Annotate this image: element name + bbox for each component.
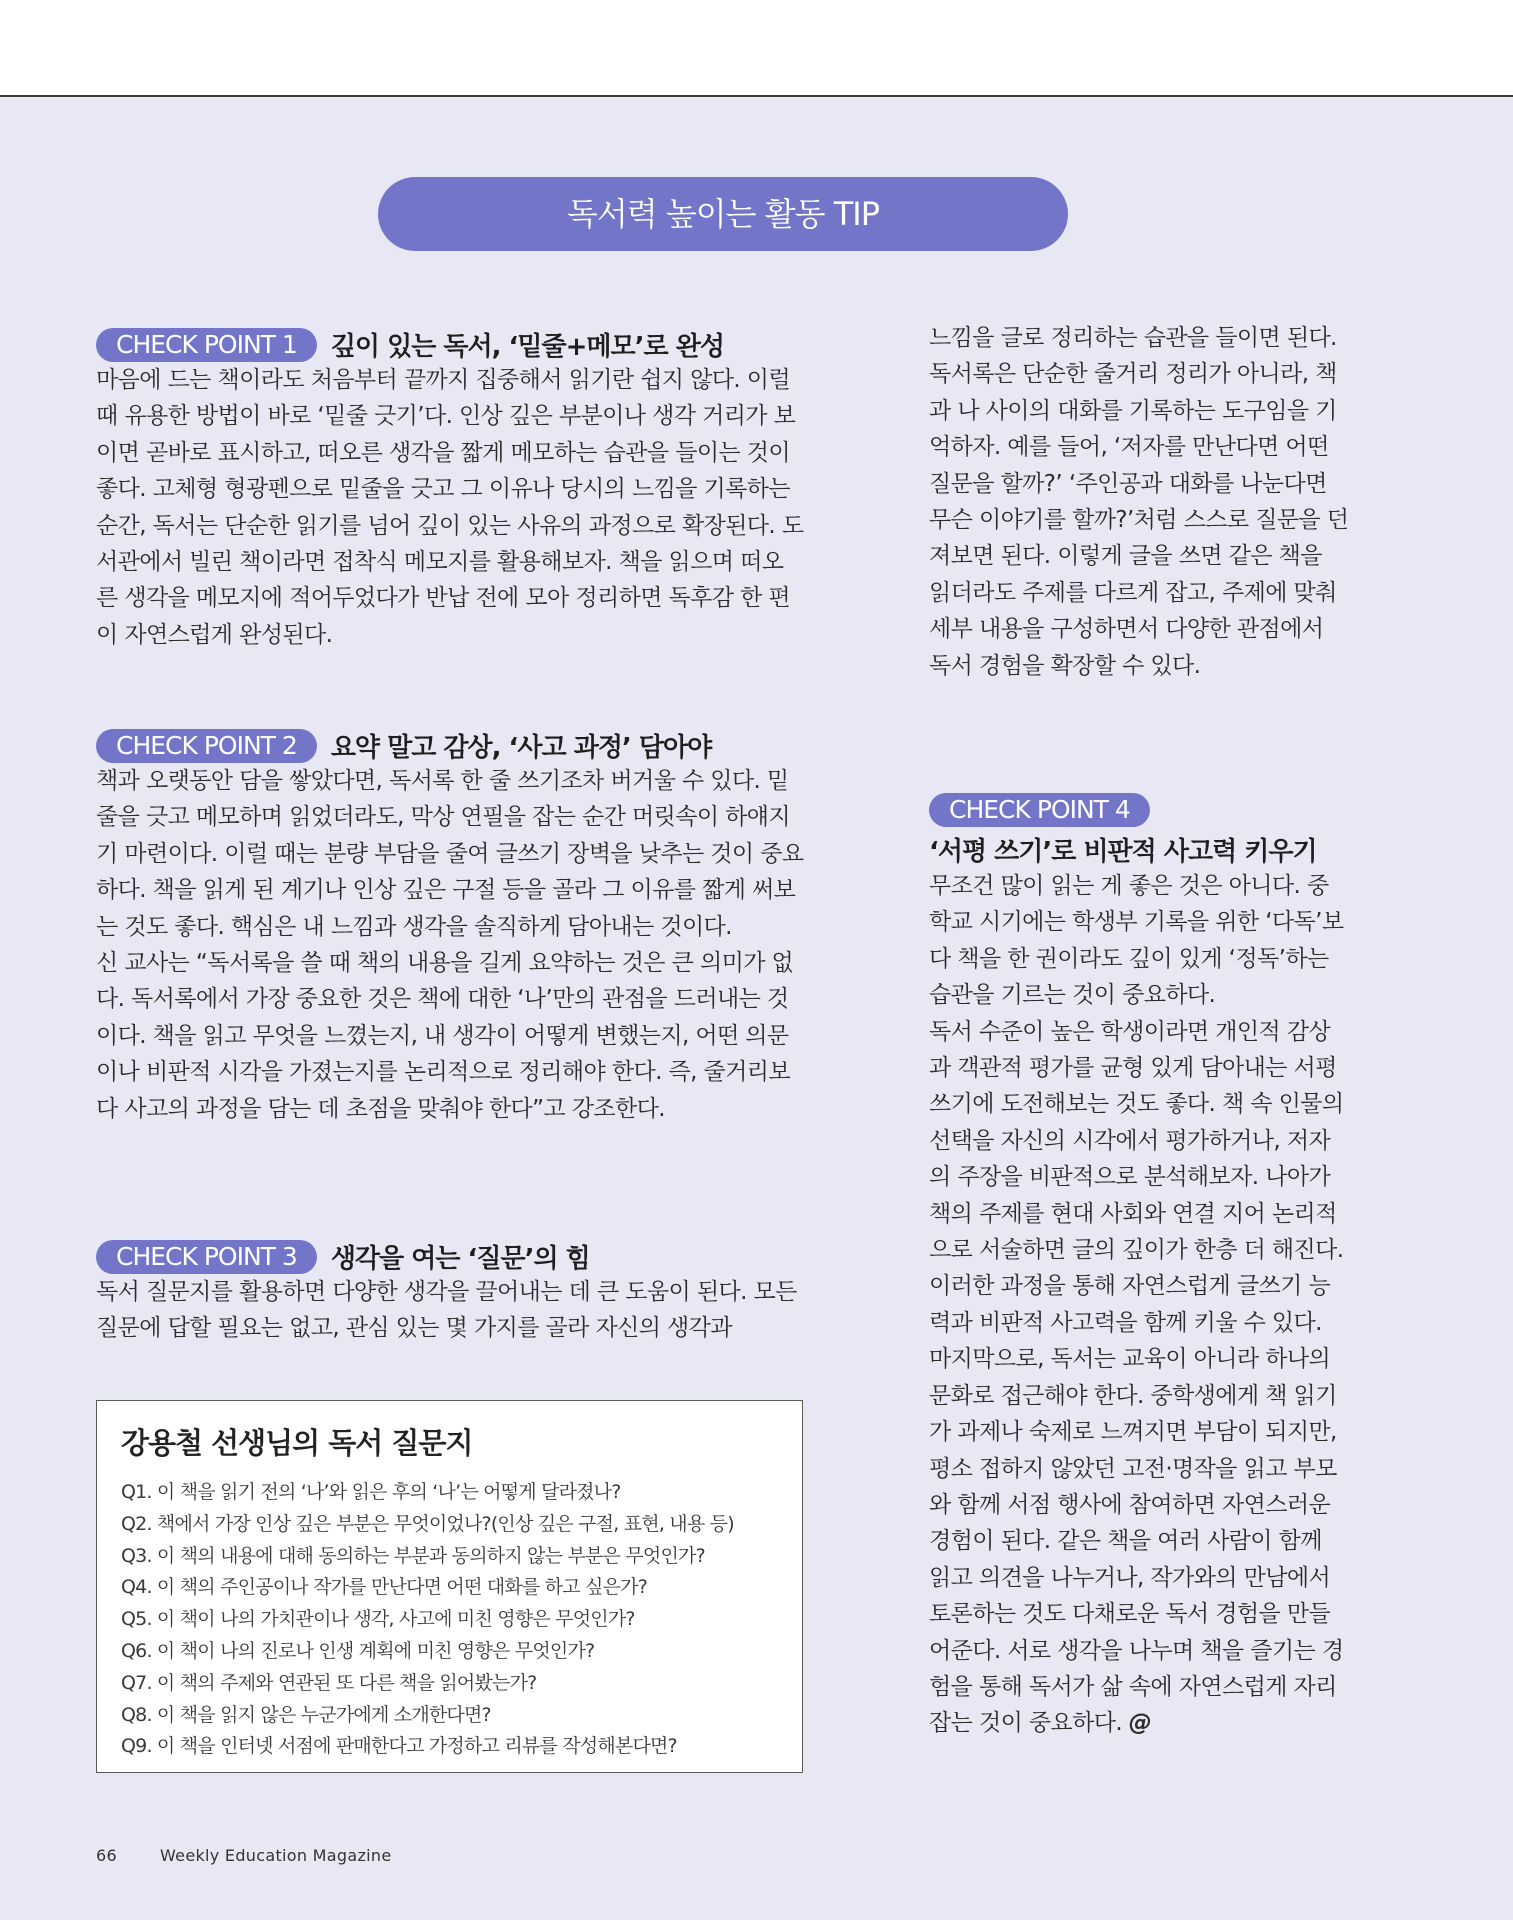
question-item: Q2. 책에서 가장 인상 깊은 부분은 무엇이었나?(인상 깊은 구절, 표현, 내용 등) — [121, 1512, 734, 1535]
checkpoint-3-body: 독서 질문지를 활용하면 다양한 생각을 끌어내는 데 큰 도움이 된다. 모든 질문에 답할 필요는 없고, 관심 있는 몇 가지를 골라 자신의 생각과 — [96, 1279, 797, 1342]
end-mark: @ — [1128, 1710, 1152, 1737]
section-banner: 독서력 높이는 활동 TIP — [378, 177, 1068, 251]
checkpoint-4-body-2: 독서 수준이 높은 학생이라면 개인적 감상과 객관적 평가를 균형 있게 담아내는 서평 쓰기에 도전해보는 것도 좋다. 책 속 인물의 선택을 자신의 시각에서 평가하거나, 저자의 주장을 비판적으로 분석해보자. 나아가 책의 주제를 현대 사회와 연결 지어 논리적으로 서술하면 글의 깊이가 한층 더 해진다. 이러한 과정을 통해 자연스럽게 글쓰기 능력과 비판적 사고력을 함께 키울 수 있다. — [929, 1018, 1344, 1336]
checkpoint-2-title: 요약 말고 감상, ‘사고 과정’ 담아야 — [330, 733, 712, 763]
question-item: Q3. 이 책의 내용에 대해 동의하는 부분과 동의하지 않는 부분은 무엇인가? — [121, 1544, 705, 1567]
questionnaire-box — [96, 1400, 803, 1773]
checkpoint-3-title: 생각을 여는 ‘질문’의 힘 — [330, 1244, 590, 1274]
checkpoint-4-title: ‘서평 쓰기’로 비판적 사고력 키우기 — [929, 837, 1317, 867]
checkpoint-1-badge: CHECK POINT 1 — [96, 328, 317, 362]
checkpoint-1-text — [96, 362, 804, 653]
checkpoint-3-continued — [929, 320, 1349, 684]
checkpoint-1-heading — [96, 326, 724, 362]
checkpoint-2-badge: CHECK POINT 2 — [96, 729, 317, 763]
checkpoint-1-body: 마음에 드는 책이라도 처음부터 끝까지 집중해서 읽기란 쉽지 않다. 이럴 때 유용한 방법이 바로 ‘밑줄 긋기’다. 인상 깊은 부분이나 생각 거리가 보이면 곧바로 표시하고, 떠오른 생각을 짧게 메모하는 습관을 들이는 것이 좋다. 고체형 형광펜으로 밑줄을 긋고 그 이유나 당시의 느낌을 기록하는 순간, 독서는 단순한 읽기를 넘어 깊이 있는 사유의 과정으로 확장된다. 도서관에서 빌린 책이라면 접착식 메모지를 활용해보자. 책을 읽으며 떠오른 생각을 메모지에 적어두었다가 반납 전에 모아 정리하면 독후감 한 편이 자연스럽게 완성된다. — [96, 367, 804, 648]
checkpoint-2-heading — [96, 727, 711, 763]
checkpoint-3-badge: CHECK POINT 3 — [96, 1240, 317, 1274]
checkpoint-2-body-1: 책과 오랫동안 담을 쌓았다면, 독서록 한 줄 쓰기조차 버거울 수 있다. 밑줄을 긋고 메모하며 읽었더라도, 막상 연필을 잡는 순간 머릿속이 하얘지기 마련이다. 이럴 때는 분량 부담을 줄여 글쓰기 장벽을 낮추는 것이 중요하다. 책을 읽게 된 계기나 인상 깊은 구절 등을 골라 그 이유를 짧게 써보는 것도 좋다. 핵심은 내 느낌과 생각을 솔직하게 담아내는 것이다. — [96, 768, 804, 940]
checkpoint-4-body-3 — [929, 1341, 1349, 1741]
question-item: Q1. 이 책을 읽기 전의 ‘나’와 읽은 후의 ‘나’는 어떻게 달라졌나? — [121, 1481, 621, 1503]
checkpoint-2-text — [96, 763, 804, 1127]
page-number: 66 — [96, 1846, 117, 1865]
checkpoint-1-title: 깊이 있는 독서, ‘밑줄+메모’로 완성 — [330, 332, 724, 362]
questionnaire-title: 강용철 선생님의 독서 질문지 — [121, 1426, 473, 1460]
checkpoint-4-body-1: 무조건 많이 읽는 게 좋은 것은 아니다. 중학교 시기에는 학생부 기록을 위한 ‘다독’보다 책을 한 권이라도 깊이 있게 ‘정독’하는 습관을 기르는 것이 중요하다. — [929, 873, 1344, 1009]
question-item: Q9. 이 책을 인터넷 서점에 판매한다고 가정하고 리뷰를 작성해본다면? — [121, 1735, 677, 1758]
question-item: Q4. 이 책의 주인공이나 작가를 만난다면 어떤 대화를 하고 싶은가? — [121, 1576, 647, 1599]
question-item: Q6. 이 책이 나의 진로나 인생 계획에 미친 영향은 무엇인가? — [121, 1639, 595, 1662]
checkpoint-4-badge: CHECK POINT 4 — [929, 793, 1150, 827]
checkpoint-3-body-continued: 느낌을 글로 정리하는 습관을 들이면 된다. 독서록은 단순한 줄거리 정리가 아니라, 책과 나 사이의 대화를 기록하는 도구임을 기억하자. 예를 들어, ‘저자를 만난다면 어떤 질문을 할까?’ ‘주인공과 대화를 나눈다면 무슨 이야기를 할까?’처럼 스스로 질문을 던져보면 된다. 이렇게 글을 쓰면 같은 책을 읽더라도 주제를 다르게 잡고, 주제에 맞춰 세부 내용을 구성하면서 다양한 관점에서 독서 경험을 확장할 수 있다. — [929, 325, 1349, 679]
checkpoint-4-body-3-text: 마지막으로, 독서는 교육이 아니라 하나의 문화로 접근해야 한다. 중학생에게 책 읽기가 과제나 숙제로 느껴지면 부담이 되지만, 평소 접하지 않았던 고전·명작을 읽고 부모와 함께 서점 행사에 참여하면 자연스러운 경험이 된다. 같은 책을 여러 사람이 함께 읽고 의견을 나누거나, 작가와의 만남에서 토론하는 것도 다채로운 독서 경험을 만들어준다. 서로 생각을 나누며 책을 즐기는 경험을 통해 독서가 삶 속에 자연스럽게 자리 잡는 것이 중요하다. — [929, 1346, 1344, 1737]
checkpoint-4-heading — [929, 793, 1150, 829]
magazine-name: Weekly Education Magazine — [160, 1846, 392, 1865]
checkpoint-2-body-2: 신 교사는 “독서록을 쓸 때 책의 내용을 길게 요약하는 것은 큰 의미가 없다. 독서록에서 가장 중요한 것은 책에 대한 ‘나’만의 관점을 드러내는 것이다. 책을 읽고 무엇을 느꼈는지, 내 생각이 어떻게 변했는지, 어떤 의문이나 비판적 시각을 가졌는지를 논리적으로 정리해야 한다. 즉, 줄거리보다 사고의 과정을 담는 데 초점을 맞춰야 한다”고 강조한다. — [96, 950, 794, 1122]
question-item: Q8. 이 책을 읽지 않은 누군가에게 소개한다면? — [121, 1703, 491, 1726]
checkpoint-3-heading — [96, 1238, 590, 1274]
question-item: Q5. 이 책이 나의 가치관이나 생각, 사고에 미친 영향은 무엇인가? — [121, 1608, 635, 1631]
question-item: Q7. 이 책의 주제와 연관된 또 다른 책을 읽어봤는가? — [121, 1671, 537, 1694]
checkpoint-3-text — [96, 1274, 804, 1347]
checkpoint-4-text — [929, 868, 1349, 1742]
questionnaire-list — [121, 1477, 734, 1763]
top-margin — [0, 0, 1513, 95]
